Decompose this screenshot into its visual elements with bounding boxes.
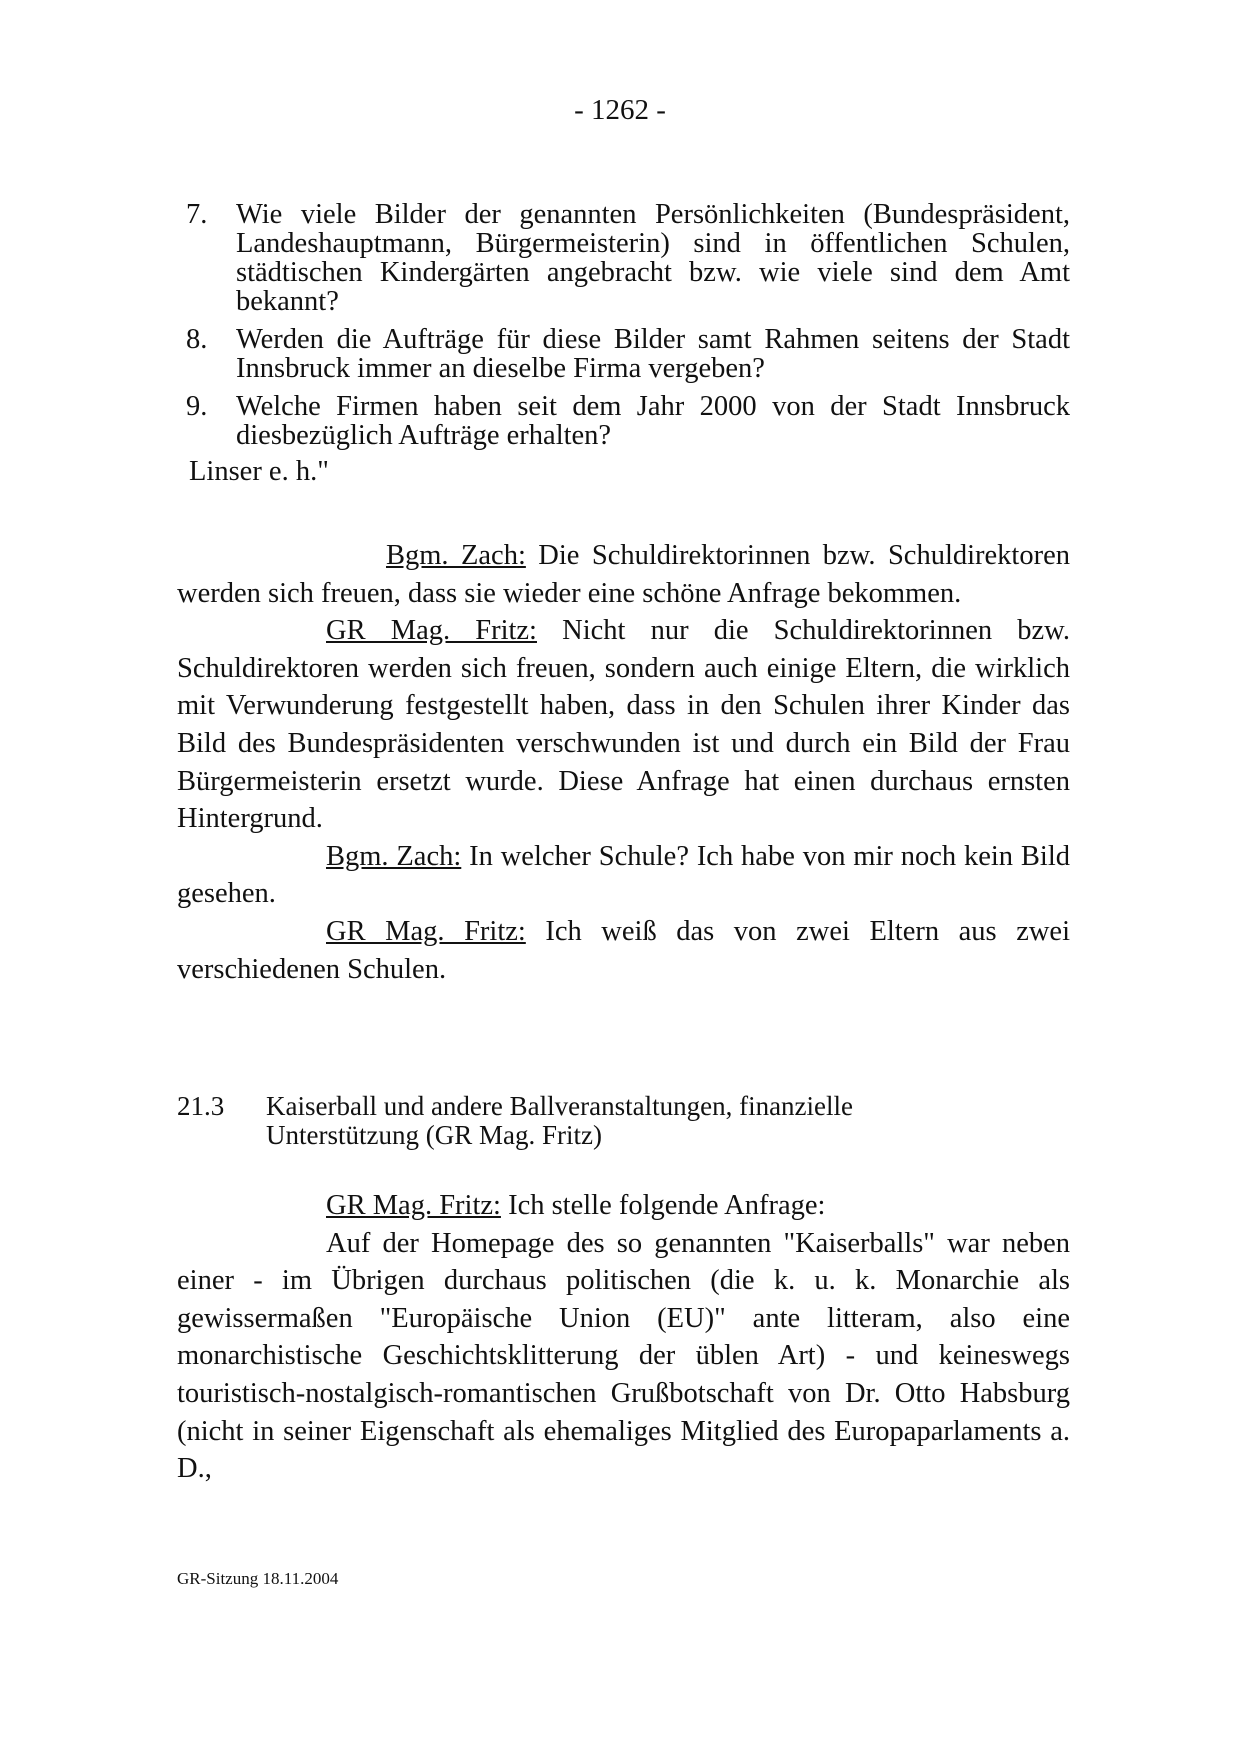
speech-text: Die Schuldirektorinnen bzw. Schuldirektoren werden sich freuen, dass sie wieder eine schöne Anfrage bekommen. xyxy=(177,540,1070,609)
dialogue xyxy=(177,537,1070,988)
speech-text: In welcher Schule? Ich habe von mir noch kein Bild gesehen. xyxy=(177,840,1070,910)
question-text: Wie viele Bilder der genannten Persönlichkeiten (Bundespräsident, Landeshauptmann, Bürgermeisterin) sind in öffentlichen Schulen, städtischen Kindergärten angebracht bzw. wie viele sind dem Amt bekannt? xyxy=(236,199,1070,317)
signature-line: Linser e. h." xyxy=(189,456,329,487)
section-body xyxy=(177,1187,1070,1488)
speech-text: Ich weiß das von zwei Eltern aus zwei verschiedenen Schulen. xyxy=(177,915,1070,985)
section-title: Kaiserball und andere Ballveranstaltungen, finanzielle Unterstützung (GR Mag. Fritz) xyxy=(266,1091,854,1150)
section-number: 21.3 xyxy=(177,1091,225,1121)
section-body-paragraph: Auf der Homepage des so genannten "Kaiserballs" war neben einer - im Übrigen durchaus politischen (die k. u. k. Monarchie als gewissermaßen "Europäische Union (EU)" ante litteram, also eine monarchistische Geschichtsklitterung der üblen Art) - und keineswegs touristisch-nostalgisch-romantischen Grußbotschaft von Dr. Otto Habsburg (nicht in seiner Eigenschaft als ehemaliges Mitglied des Europaparlaments a. D., xyxy=(177,1227,1070,1485)
dialogue-paragraph xyxy=(177,612,1070,838)
speech-text: Nicht nur die Schuldirektorinnen bzw. Schuldirektoren werden sich freuen, sondern auch einige Eltern, die wirklich mit Verwunderung festgestellt haben, dass in den Schulen ihrer Kinder das Bild des Bundespräsidenten verschwunden ist und durch ein Bild der Frau Bürgermeisterin ersetzt wurde. Diese Anfrage hat einen durchaus ernsten Hintergrund. xyxy=(177,615,1071,835)
question-text: Werden die Aufträge für diese Bilder samt Rahmen seitens der Stadt Innsbruck immer an dieselbe Firma vergeben? xyxy=(236,324,1070,384)
question-text: Welche Firmen haben seit dem Jahr 2000 von der Stadt Innsbruck diesbezüglich Aufträge erhalten? xyxy=(236,391,1070,451)
question-list xyxy=(186,200,1070,459)
speaker-name: Bgm. Zach: xyxy=(326,840,462,872)
question-item xyxy=(186,325,1070,383)
dialogue-paragraph xyxy=(177,913,1070,988)
dialogue-paragraph xyxy=(177,838,1070,913)
footer-session-date: GR-Sitzung 18.11.2004 xyxy=(177,1569,339,1588)
question-number: 9. xyxy=(186,391,208,422)
page-number: - 1262 - xyxy=(574,94,666,126)
speaker-name: GR Mag. Fritz: xyxy=(326,615,537,647)
speaker-name: GR Mag. Fritz: xyxy=(326,1190,501,1221)
speaker-name: GR Mag. Fritz: xyxy=(326,915,526,947)
question-item xyxy=(186,200,1070,316)
speech-text: Ich stelle folgende Anfrage: xyxy=(500,1190,826,1221)
question-number: 7. xyxy=(186,199,208,230)
question-item xyxy=(186,392,1070,450)
section-heading xyxy=(177,1092,1070,1150)
question-number: 8. xyxy=(186,324,208,355)
section-intro-paragraph xyxy=(177,1187,1070,1225)
speaker-name: Bgm. Zach: xyxy=(386,540,526,571)
dialogue-paragraph xyxy=(177,537,1070,612)
